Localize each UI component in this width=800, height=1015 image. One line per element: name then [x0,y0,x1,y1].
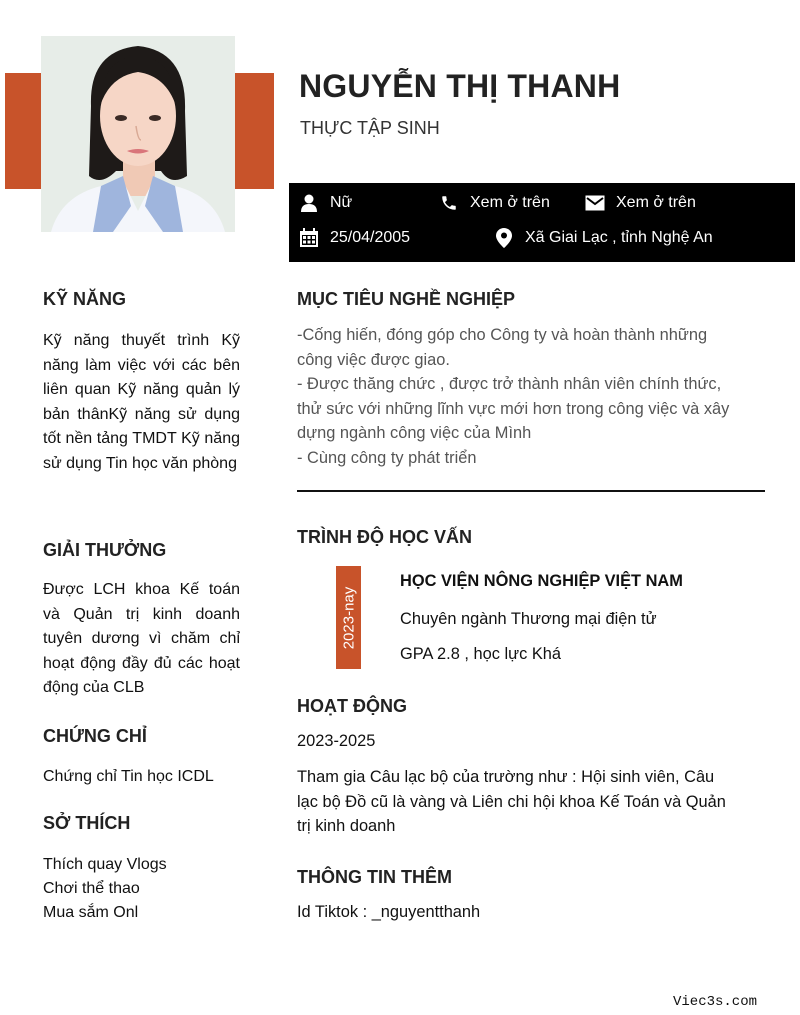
certificates-list [43,765,214,789]
gender-value: Nữ [330,194,353,211]
location-pin-icon [494,228,514,248]
activity-line: trị kinh doanh [297,817,396,836]
hobby-item: Mua sắm Onl [43,904,139,921]
awards-text: Được LCH khoa Kế toán và Quản trị kinh doanh tuyên dương vì chăm chỉ hoạt động đầy đủ các hoạt động của CLB [43,581,240,697]
portrait-photo-icon [41,36,235,232]
phone-icon [439,193,459,213]
objective-line: dựng ngành công việc của Mình [297,424,532,443]
phone-value: Xem ở trên [470,194,550,211]
contact-gender [299,193,352,213]
accent-block-left [5,73,41,189]
objective-line: - Được thăng chức , được trở thành nhân viên chính thức, [297,375,722,394]
objective-text [297,323,767,471]
candidate-name: NGUYỄN THỊ THANH [299,68,621,104]
accent-block-right [235,73,274,189]
contact-bar [289,183,795,262]
watermark: Viec3s.com [673,994,758,1010]
candidate-role: THỰC TẬP SINH [300,118,440,138]
hobby-item: Thích quay Vlogs [43,856,167,873]
person-icon [299,193,319,213]
contact-address [494,228,713,248]
mail-icon [585,193,605,213]
awards-title: GIẢI THƯỞNG [43,540,167,560]
activities-text [297,765,757,839]
certificates-title: CHỨNG CHỈ [43,726,147,746]
address-value: Xã Giai Lạc , tỉnh Nghệ An [525,229,713,246]
skills-text: Kỹ năng thuyết trình Kỹ năng làm việc với các bên liên quan Kỹ năng quản lý bản thânKỹ năng sử dụng tốt nền tảng TMDT Kỹ năng sử dụng Tin học văn phòng [43,332,240,472]
extra-info-title: THÔNG TIN THÊM [297,867,452,887]
objective-line: công việc được giao. [297,350,450,369]
activity-line: Tham gia Câu lạc bộ của trường như : Hội sinh viên, Câu [297,768,715,786]
education-gpa: GPA 2.8 , học lực Khá [400,645,561,663]
profile-photo [41,36,235,232]
contact-phone [439,193,550,213]
extra-info-text: Id Tiktok : _nguyentthanh [297,903,481,921]
objective-line: - Cùng công ty phát triển [297,448,477,467]
contact-birthday [299,228,410,248]
contact-email [585,193,696,213]
birthday-value: 25/04/2005 [330,229,411,246]
education-period: 2023-nay [340,586,357,649]
education-major: Chuyên ngành Thương mại điện tử [400,610,657,628]
section-divider [297,490,765,492]
email-value: Xem ở trên [616,194,696,211]
hobby-item: Chơi thể thao [43,880,140,897]
calendar-icon [299,228,319,248]
education-school: HỌC VIỆN NÔNG NGHIỆP VIỆT NAM [400,572,683,590]
certificate-item: Chứng chỉ Tin học ICDL [43,768,214,785]
objective-line: thử sức với những lĩnh vực mới hơn trong công việc và xây [297,399,730,418]
activities-title: HOẠT ĐỘNG [297,696,407,716]
hobbies-title: SỞ THÍCH [43,813,131,833]
objective-title: MỤC TIÊU NGHỀ NGHIỆP [297,289,516,309]
activity-line: lạc bộ Đồ cũ là vàng và Liên chi hội khoa Kế Toán và Quản [297,792,726,811]
education-title: TRÌNH ĐỘ HỌC VẤN [297,527,472,547]
objective-line: -Cống hiến, đóng góp cho Công ty và hoàn thành những [297,326,708,344]
skills-title: KỸ NĂNG [43,289,127,309]
activities-period: 2023-2025 [297,732,376,750]
hobbies-list [43,853,167,925]
education-period-badge [336,566,361,669]
